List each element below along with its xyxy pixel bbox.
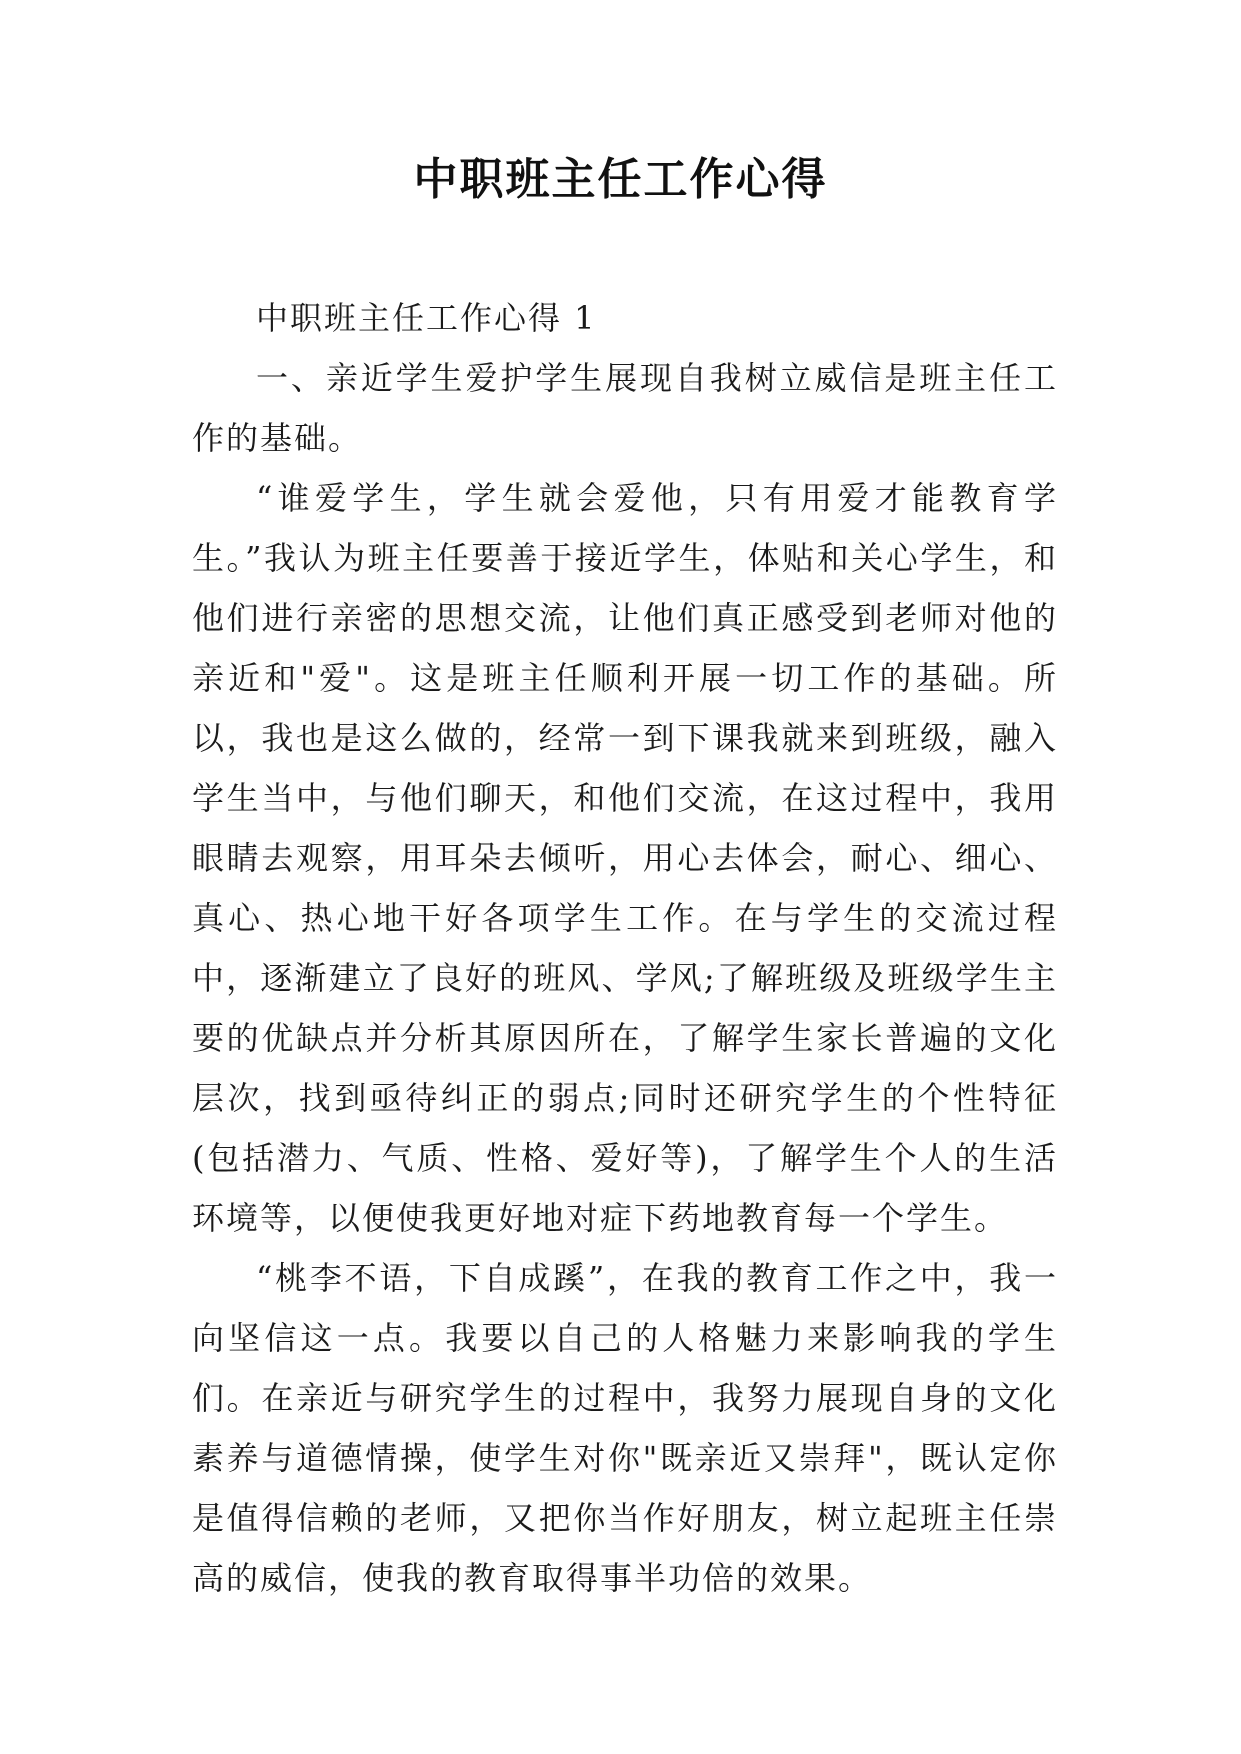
paragraph-2: “谁爱学生，学生就会爱他，只有用爱才能教育学生。”我认为班主任要善于接近学生，体贴和关心学生，和他们进行亲密的思想交流，让他们真正感受到老师对他的亲近和"爱"。这是班主任顺利开展一切工作的基础。所以，我也是这么做的，经常一到下课我就来到班级，融入学生当中，与他们聊天，和他们交流，在这过程中，我用眼睛去观察，用耳朵去倾听，用心去体会，耐心、细心、真心、热心地干好各项学生工作。在与学生的交流过程中，逐渐建立了良好的班风、学风;了解班级及班级学生主要的优缺点并分析其原因所在，了解学生家长普遍的文化层次，找到亟待纠正的弱点;同时还研究学生的个性特征(包括潜力、气质、性格、爱好等)，了解学生个人的生活环境等，以便使我更好地对症下药地教育每一个学生。: [192, 479, 1058, 1237]
document-body: [192, 288, 1058, 1608]
section-heading: 中职班主任工作心得 1: [256, 299, 597, 337]
document-title: 中职班主任工作心得: [413, 154, 828, 205]
paragraph-3: “桃李不语，下自成蹊”，在我的教育工作之中，我一向坚信这一点。我要以自己的人格魅力来影响我的学生们。在亲近与研究学生的过程中，我努力展现自身的文化素养与道德情操，使学生对你"既亲近又崇拜"，既认定你是值得信赖的老师，又把你当作好朋友，树立起班主任崇高的威信，使我的教育取得事半功倍的效果。: [192, 1259, 1058, 1597]
paragraph-1: 一、亲近学生爱护学生展现自我树立威信是班主任工作的基础。: [192, 359, 1058, 457]
